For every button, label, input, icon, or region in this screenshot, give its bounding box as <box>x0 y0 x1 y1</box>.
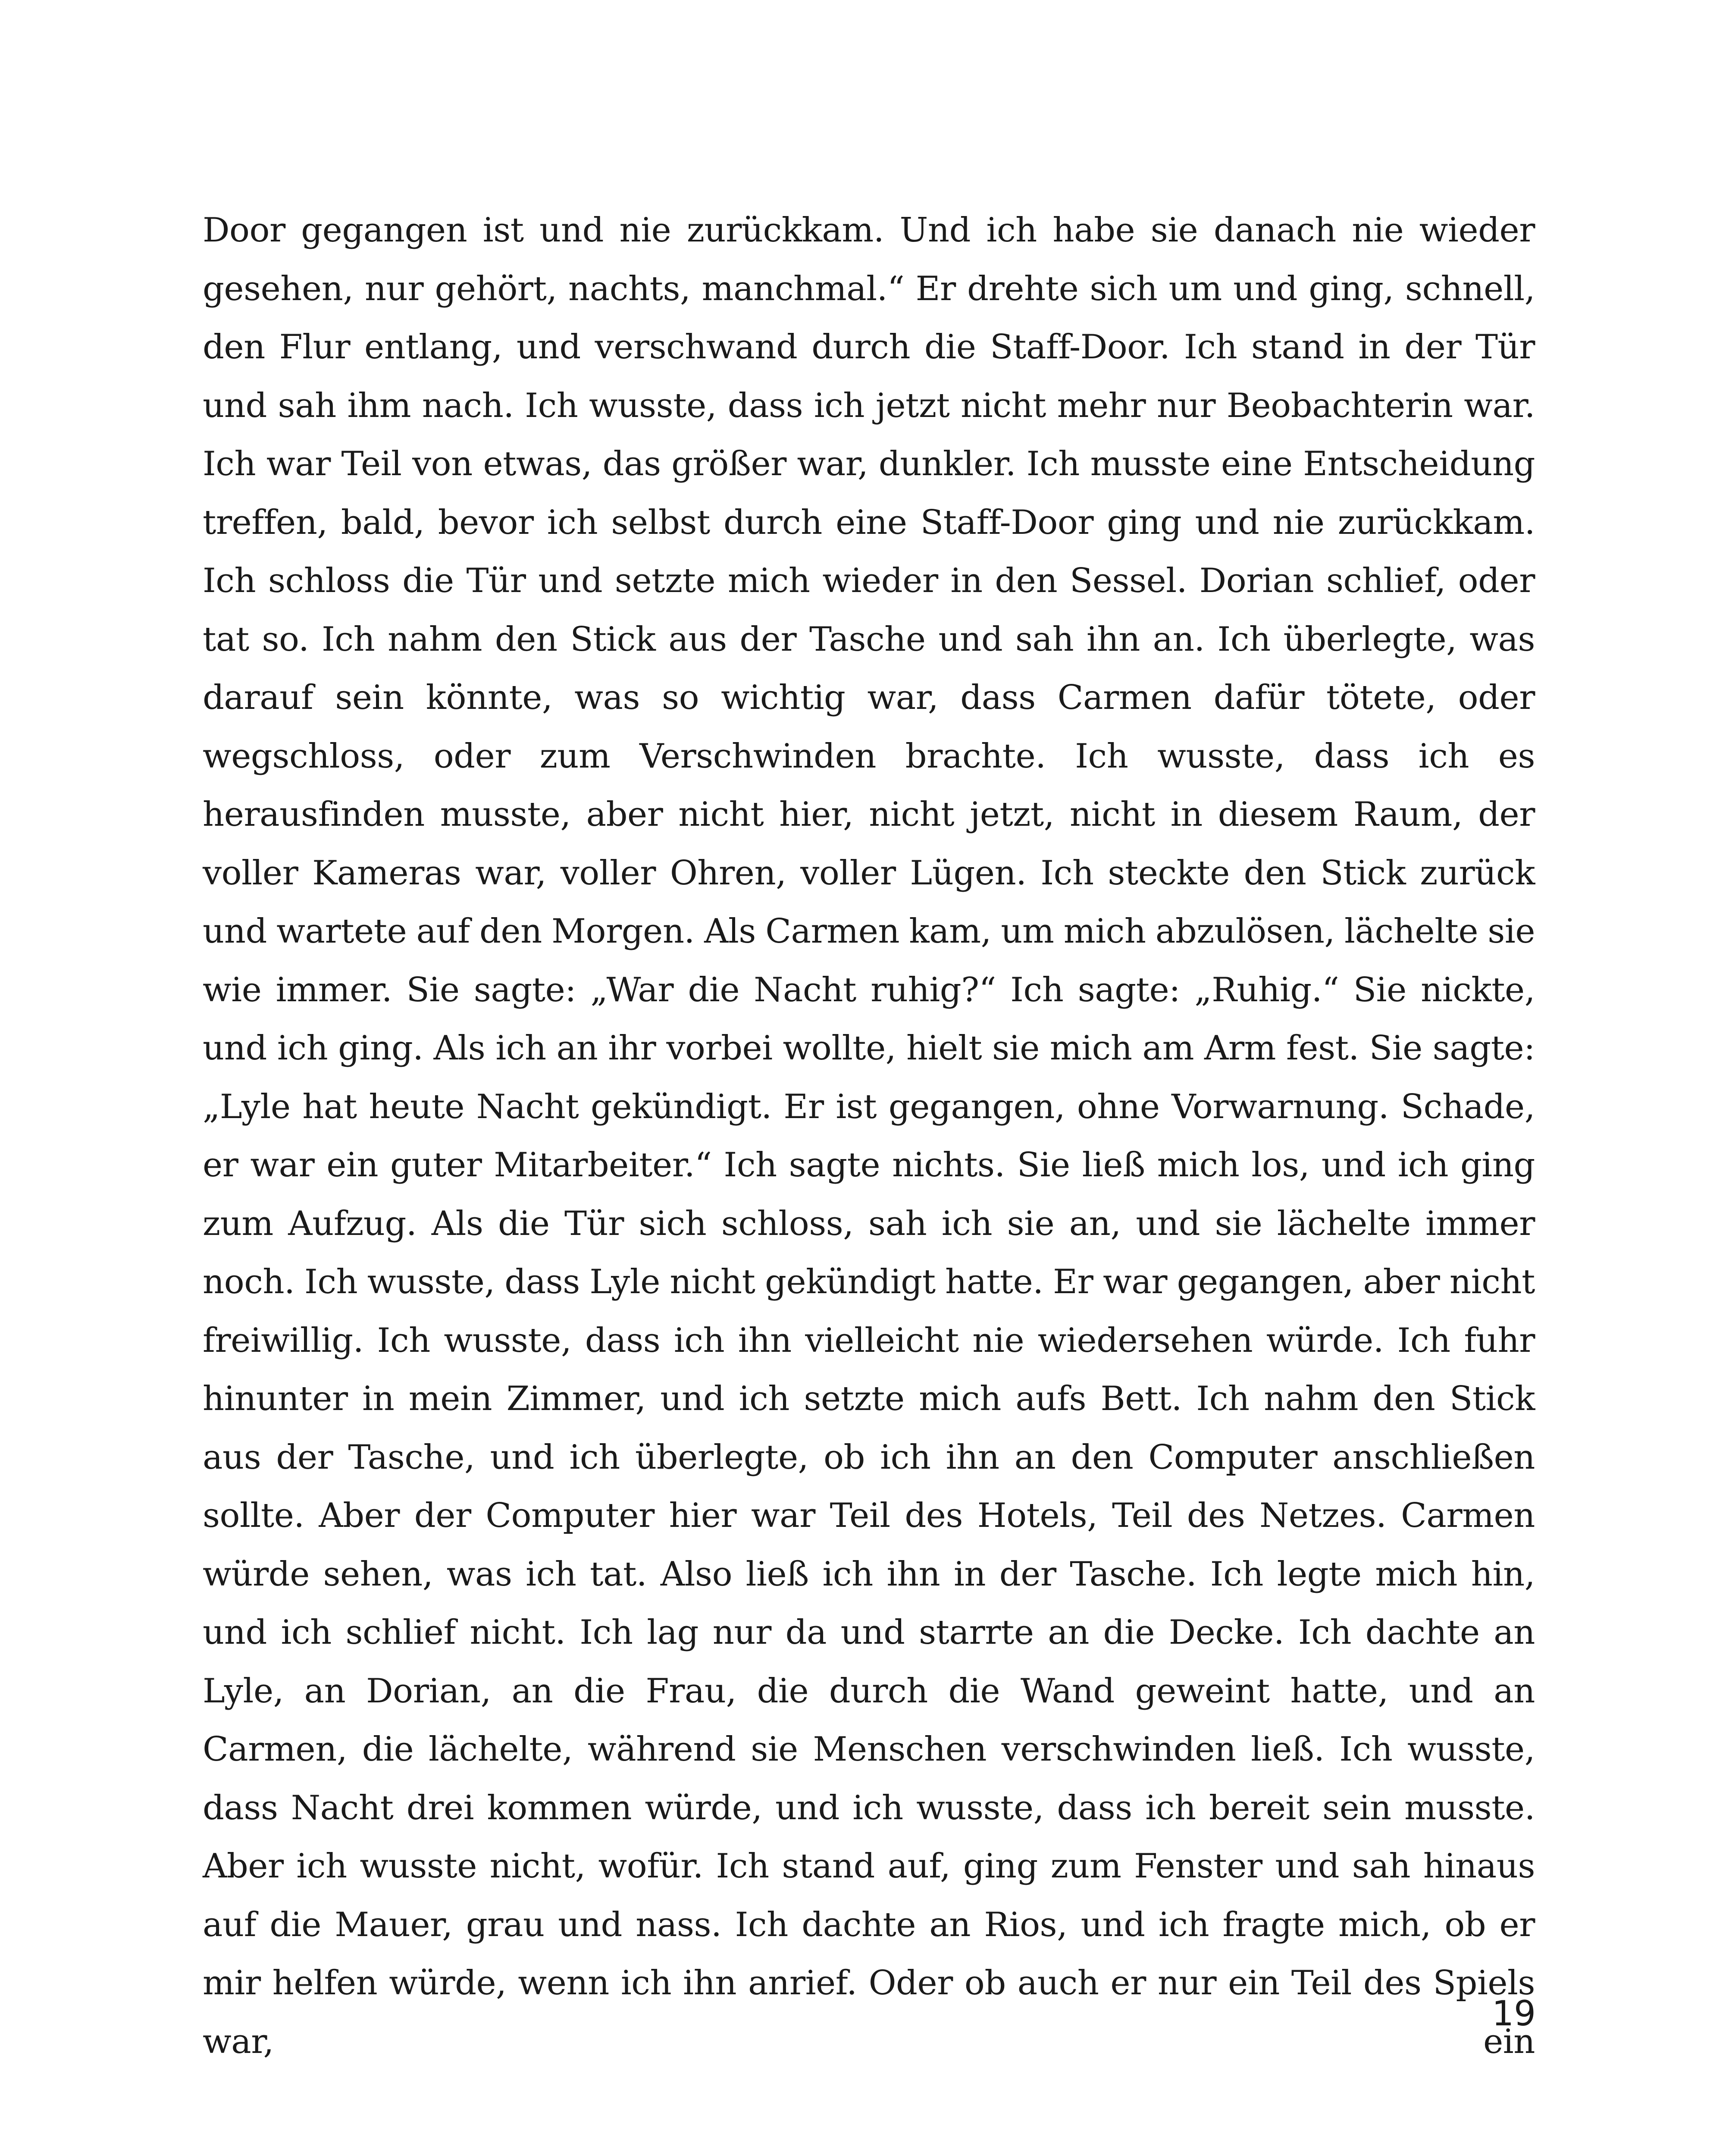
page-number: 19 <box>1492 1993 1536 2034</box>
body-text-paragraph: Door gegangen ist und nie zurückkam. Und ich habe sie danach nie wieder gesehen, nur gehört, nachts, manchmal.“ Er drehte sich um und ging, schnell, den Flur entlang, und verschwand durch die Staff-Door. Ich stand in der Tür und sah ihm nach. Ich wusste, dass ich jetzt nicht mehr nur Beobachterin war. Ich war Teil von etwas, das größer war, dunkler. Ich musste eine Entscheidung treffen, bald, bevor ich selbst durch eine Staff-Door ging und nie zurückkam. Ich schloss die Tür und setzte mich wieder in den Sessel. Dorian schlief, oder tat so. Ich nahm den Stick aus der Tasche und sah ihn an. Ich überlegte, was darauf sein könnte, was so wichtig war, dass Carmen dafür tötete, oder wegschloss, oder zum Verschwinden brachte. Ich wusste, dass ich es herausfinden musste, aber nicht hier, nicht jetzt, nicht in diesem Raum, der voller Kameras war, voller Ohren, voller Lügen. Ich steckte den Stick zurück und wartete auf den Morgen. Als Carmen kam, um mich abzulösen, lächelte sie wie immer. Sie sagte: „War die Nacht ruhig?“ Ich sagte: „Ruhig.“ Sie nickte, und ich ging. Als ich an ihr vorbei wollte, hielt sie mich am Arm fest. Sie sagte: „Lyle hat heute Nacht gekündigt. Er ist gegangen, ohne Vorwarnung. Schade, er war ein guter Mitarbeiter.“ Ich sagte nichts. Sie ließ mich los, und ich ging zum Aufzug. Als die Tür sich schloss, sah ich sie an, und sie lächelte immer noch. Ich wusste, dass Lyle nicht gekündigt hatte. Er war gegangen, aber nicht freiwillig. Ich wusste, dass ich ihn vielleicht nie wiedersehen würde. Ich fuhr hinunter in mein Zimmer, und ich setzte mich aufs Bett. Ich nahm den Stick aus der Tasche, und ich überlegte, ob ich ihn an den Computer anschließen sollte. Aber der Computer hier war Teil des Hotels, Teil des Netzes. Carmen würde sehen, was ich tat. Also ließ ich ihn in der Tasche. Ich legte mich hin, und ich schlief nicht. Ich lag nur da und starrte an die Decke. Ich dachte an Lyle, an Dorian, an die Frau, die durch die Wand geweint hatte, und an Carmen, die lächelte, während sie Menschen verschwinden ließ. Ich wusste, dass Nacht drei kommen würde, und ich wusste, dass ich bereit sein musste. Aber ich wusste nicht, wofür. Ich stand auf, ging zum Fenster und sah hinaus auf die Mauer, grau und nass. Ich dachte an Rios, und ich fragte mich, ob er mir helfen würde, wenn ich ihn anrief. Oder ob auch er nur ein Teil des Spiels war, ein <box>203 211 1535 2061</box>
